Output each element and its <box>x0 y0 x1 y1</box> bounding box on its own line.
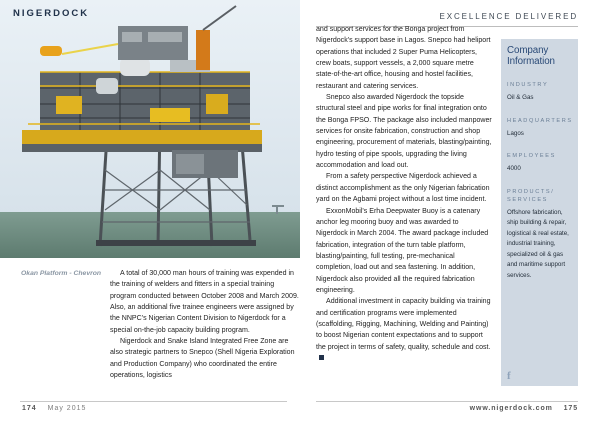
field-label-industry: INDUSTRY <box>507 82 549 88</box>
footer-divider-left <box>20 401 287 402</box>
folio-left <box>22 405 86 412</box>
photo-caption: Okan Platform - Chevron <box>21 270 102 277</box>
platform-photo <box>0 0 300 258</box>
tagline: EXCELLENCE DELIVERED <box>439 12 578 21</box>
field-value-employees: 4000 <box>507 165 521 172</box>
paragraph: ExxonMobil's Erha Deepwater Buoy is a catenary anchor leg mooring buoy and was awarded to Nigerdock in March 2004. The award package included fabrication, integration of the turn table platform, blasting/painting, full testing, pre-mechanical completion, load out and sea fastening. In addition, Nigerdock also provided all the required fabrication engineering. <box>316 207 489 294</box>
offshore-platform-illustration <box>0 0 300 258</box>
paragraph: From a safety perspective Nigerdock achieved a distinct accomplishment as the only Nigerian fabrication yard on the Agbami project without a lost time incident. <box>316 173 490 204</box>
folio-right <box>470 405 578 412</box>
field-value-products-services: Offshore fabrication, ship building & repair, logistical & real estate, industrial training, specialized oil & gas and maritime support services. <box>507 208 569 279</box>
sidebar-title: Company Information <box>507 45 555 67</box>
paragraph: A total of 30,000 man hours of training was expended in the training of welders and fitters in a special training program conducted between October 2008 and March 2009. Also, an additional five trainee engineers were assigned by the NNPC's Nigerian Content Division to Nigerdock for a special on-the-job capacity building program. <box>110 270 299 334</box>
article-column-left <box>110 268 300 381</box>
paragraph: and support services for the Bonga project from Nigerdock's support base in Lagos. Snepco had heliport operations that included 2 Super Puma Helicopters, crew boats, support vessels, a 2,000 square metre state-of-the-art office, housing and hostel facilities, restaurant and catering services. <box>316 26 491 90</box>
end-mark-icon <box>319 355 324 360</box>
field-value-industry: Oil & Gas <box>507 94 534 101</box>
footer-divider-right <box>316 401 578 402</box>
paragraph-text: Additional investment in capacity building via training and certification programs were implemented (scaffolding, Rigging, Machining, Welding and Painting) to boost Nigerian content expectations and to support the project in terms of safety, quality, schedule and cost. <box>316 298 491 351</box>
field-label-employees: EMPLOYEES <box>507 153 556 159</box>
page-number-left: 174 <box>22 405 37 412</box>
brand-logo-text: NIGERDOCK <box>13 8 90 19</box>
paragraph: Nigerdock and Snake Island Integrated Free Zone are also strategic partners to Snepco (Shell Nigeria Exploration and Production Company) who coordinated the entire operations, logistics <box>110 338 295 380</box>
website-link[interactable]: www.nigerdock.com <box>469 405 553 412</box>
paragraph: Snepco also awarded Nigerdock the topside structural steel and pipe works for final integration onto the Bonga FPSO. The package also included manpower services for onsite fabrication, construction and shop engineering, procurement of materials, blasting/painting, hydro testing of pipe spools, upgrading the living accommodation and load out. <box>316 94 492 170</box>
field-label-headquarters: HEADQUARTERS <box>507 117 573 124</box>
issue-date: May 2015 <box>47 405 87 412</box>
article-column-right <box>316 24 492 364</box>
company-info-sidebar <box>501 39 578 386</box>
paragraph-last <box>316 296 492 364</box>
facebook-icon[interactable]: f <box>507 370 511 382</box>
field-label-products-services: PRODUCTS/ SERVICES <box>507 188 555 203</box>
field-value-headquarters: Lagos <box>507 129 524 137</box>
page-number-right: 175 <box>563 405 578 412</box>
